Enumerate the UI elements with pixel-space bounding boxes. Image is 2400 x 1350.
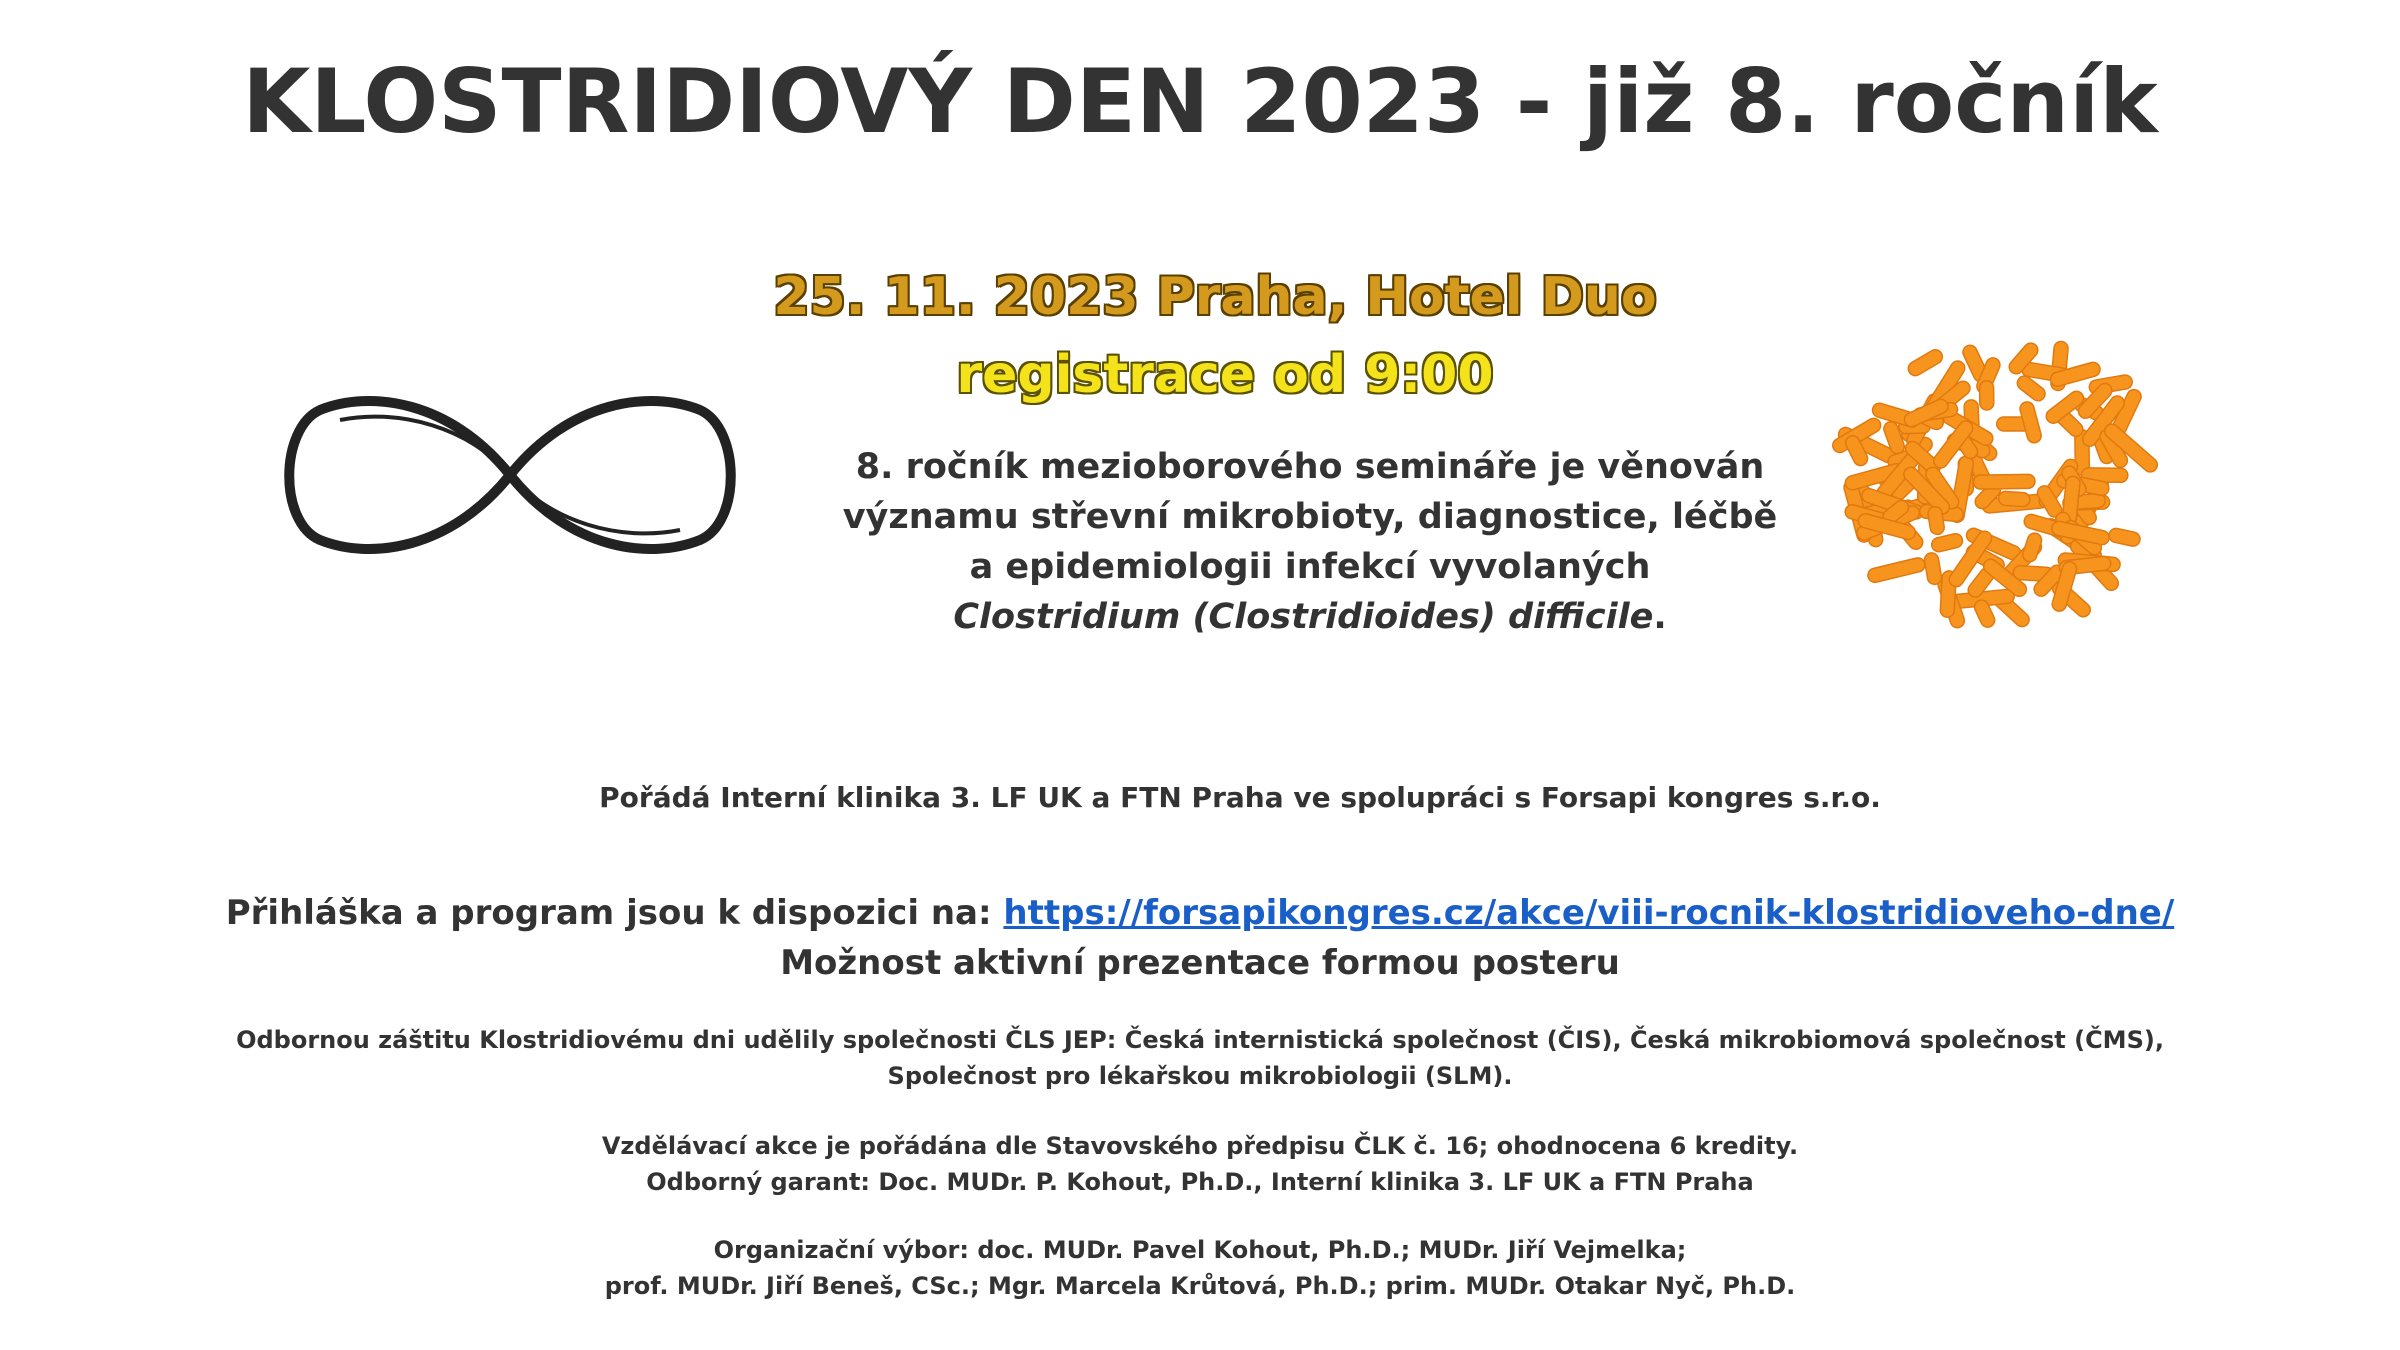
bacterium-rod xyxy=(2021,531,2043,563)
bacteria-cluster-icon xyxy=(1800,295,2200,655)
bacterium-rod xyxy=(1930,532,1964,553)
intro-line: významu střevní mikrobioty, diagnostice, léčbě xyxy=(842,497,1778,537)
page-title: KLOSTRIDIOVÝ DEN 2023 - již 8. ročník xyxy=(242,50,2158,153)
committee-line: Organizační výbor: doc. MUDr. Pavel Kohout, Ph.D.; MUDr. Jiří Vejmelka; xyxy=(713,1236,1687,1264)
registration-info xyxy=(0,888,2400,988)
education-line: Odborný garant: Doc. MUDr. P. Kohout, Ph.D., Interní klinika 3. LF UK a FTN Praha xyxy=(646,1168,1754,1196)
registration-time: registrace od 9:00 xyxy=(956,345,1494,405)
infinity-icon xyxy=(270,380,750,570)
bacterium-rod xyxy=(1973,474,2035,489)
seminar-description xyxy=(760,442,1860,642)
poster-note: Možnost aktivní prezentace formou posteru xyxy=(780,943,1620,983)
bacterium-rod xyxy=(1906,347,1945,378)
patronage-line: Společnost pro lékařskou mikrobiologii (SLM). xyxy=(887,1062,1513,1090)
registration-link[interactable]: https://forsapikongres.cz/akce/viii-rocnik-klostridioveho-dne/ xyxy=(1003,893,2175,933)
committee-line: prof. MUDr. Jiří Beneš, CSc.; Mgr. Marcela Krůtová, Ph.D.; prim. MUDr. Otakar Nyč, Ph.D. xyxy=(604,1272,1796,1300)
education-line: Vzdělávací akce je pořádána dle Stavovského předpisu ČLK č. 16; ohodnocena 6 kredity. xyxy=(601,1132,1799,1160)
intro-line xyxy=(760,592,1860,642)
organizer-text: Pořádá Interní klinika 3. LF UK a FTN Praha ve spolupráci s Forsapi kongres s.r.o. xyxy=(599,781,1881,814)
bacterium-rod xyxy=(2108,527,2142,547)
pathogen-name: Clostridium (Clostridioides) difficile xyxy=(953,597,1654,637)
bacterium-rod xyxy=(1998,491,2030,507)
bacterium-rod xyxy=(1923,552,1942,586)
intro-line: a epidemiologii infekcí vyvolaných xyxy=(969,547,1651,587)
event-date-place: 25. 11. 2023 Praha, Hotel Duo xyxy=(773,267,1657,327)
education-text xyxy=(0,1128,2400,1200)
intro-line: 8. ročník mezioborového semináře je věnován xyxy=(855,447,1765,487)
registration-line xyxy=(0,888,2400,938)
intro-end: . xyxy=(1653,597,1667,637)
bacterium-rod xyxy=(1980,381,1994,410)
patronage-text xyxy=(0,1022,2400,1094)
patronage-line: Odbornou záštitu Klostridiovému dni udělily společnosti ČLS JEP: Česká internistická společnost (ČIS), Česká mikrobiomová společnost (ČMS), xyxy=(236,1026,2164,1054)
registration-label: Přihláška a program jsou k dispozici na: xyxy=(225,893,992,933)
bacterium-rod xyxy=(1866,556,1926,583)
committee-text xyxy=(0,1232,2400,1304)
